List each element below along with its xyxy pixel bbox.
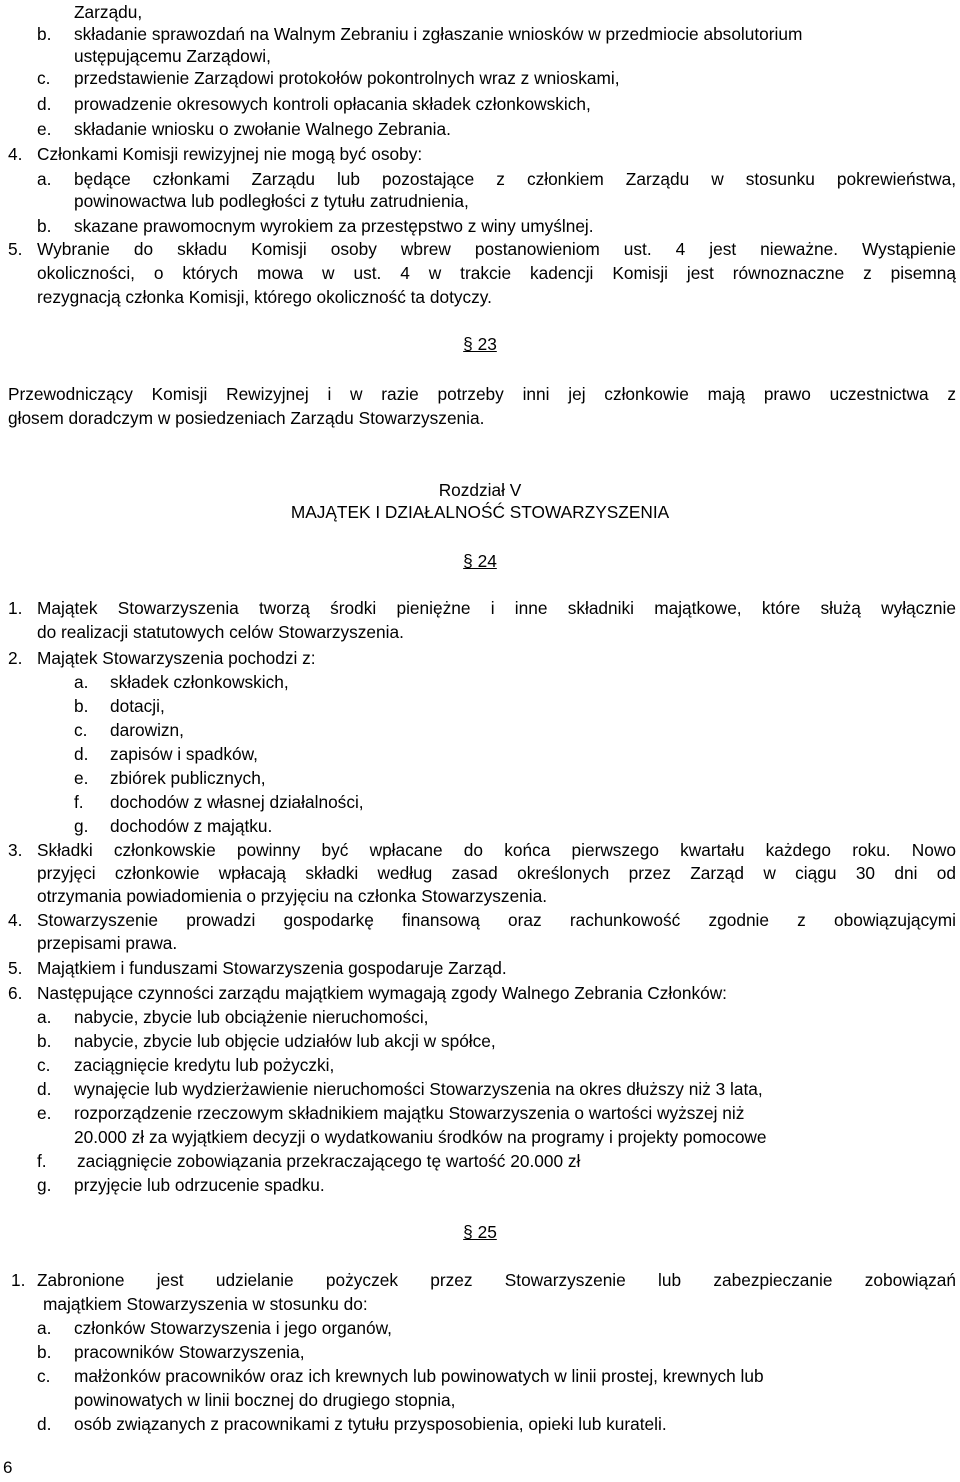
section-heading <box>0 550 960 572</box>
list-item: rozporządzenie rzeczowym składnikiem majątku Stowarzyszenia o wartości wyższej niż <box>74 1103 745 1123</box>
list-item: darowizn, <box>110 720 184 740</box>
list-item: nabycie, zbycie lub objęcie udziałów lub akcji w spółce, <box>74 1031 496 1051</box>
list-item: zaciągnięcie zobowiązania przekraczającego tę wartość 20.000 zł <box>77 1151 581 1171</box>
list-item: powinowactwa lub podległości z tytułu zatrudnienia, <box>74 191 469 211</box>
list-item: powinowatych w linii bocznej do drugiego stopnia, <box>74 1390 456 1410</box>
paragraph-number: 1. <box>11 1270 26 1290</box>
list-item: zaciągnięcie kredytu lub pożyczki, <box>74 1055 335 1075</box>
list-marker: f. <box>37 1151 47 1171</box>
paragraph-number: 4. <box>8 910 23 930</box>
list-marker: c. <box>37 1366 51 1386</box>
paragraph-text: Zabronione jest udzielanie pożyczek przez Stowarzyszenie lub zabezpieczanie zobowiązań <box>37 1270 956 1290</box>
paragraph-text: Majątkiem i funduszami Stowarzyszenia gospodaruje Zarząd. <box>37 958 507 978</box>
list-marker: c. <box>37 68 51 88</box>
paragraph-number: 6. <box>8 983 23 1003</box>
section-heading <box>0 1221 960 1243</box>
paragraph-text: Następujące czynności zarządu majątkiem wymagają zgody Walnego Zebrania Członków: <box>37 983 727 1003</box>
paragraph-text: Majątek Stowarzyszenia pochodzi z: <box>37 648 316 668</box>
list-marker: b. <box>37 1031 52 1051</box>
list-marker: f. <box>74 792 84 812</box>
list-item: dochodów z majątku. <box>110 816 273 836</box>
list-marker: d. <box>37 94 52 114</box>
list-item: członków Stowarzyszenia i jego organów, <box>74 1318 392 1338</box>
chapter-subtitle: MAJĄTEK I DZIAŁALNOŚĆ STOWARZYSZENIA <box>290 502 670 522</box>
list-item: składek członkowskich, <box>110 672 289 692</box>
list-item: pracowników Stowarzyszenia, <box>74 1342 305 1362</box>
section-25-heading: § 25 <box>463 1222 497 1242</box>
list-marker: g. <box>74 816 89 836</box>
section-23-heading: § 23 <box>463 334 497 354</box>
paragraph-text: Stowarzyszenie prowadzi gospodarkę finansową oraz rachunkowość zgodnie z obowiązującymi <box>37 910 956 930</box>
list-item: przedstawienie Zarządowi protokołów pokontrolnych wraz z wnioskami, <box>74 68 620 88</box>
list-marker: a. <box>74 672 89 692</box>
text-line: Zarządu, <box>74 2 143 22</box>
list-marker: a. <box>37 169 52 189</box>
page-number: 6 <box>3 1458 13 1477</box>
list-marker: d. <box>74 744 89 764</box>
paragraph-text: Wybranie do składu Komisji osoby wbrew postanowieniom ust. 4 jest nieważne. Wystąpienie <box>37 239 956 259</box>
list-marker: b. <box>74 696 89 716</box>
paragraph-text: do realizacji statutowych celów Stowarzyszenia. <box>37 622 404 642</box>
paragraph-text: Składki członkowskie powinny być wpłacane do końca pierwszego kwartału każdego roku. Nowo <box>37 840 956 860</box>
paragraph-text: majątkiem Stowarzyszenia w stosunku do: <box>43 1294 368 1314</box>
paragraph-text: Przewodniczący Komisji Rewizyjnej i w razie potrzeby inni jej członkowie mają prawo uczestnictwa z <box>8 384 956 404</box>
list-marker: e. <box>74 768 89 788</box>
paragraph-text: Członkami Komisji rewizyjnej nie mogą być osoby: <box>37 144 423 164</box>
list-marker: e. <box>37 1103 52 1123</box>
list-item: będące członkami Zarządu lub pozostające z członkiem Zarządu w stosunku pokrewieństwa, <box>74 169 956 189</box>
list-marker: g. <box>37 1175 52 1195</box>
list-item: wynajęcie lub wydzierżawienie nieruchomości Stowarzyszenia na okres dłuższy niż 3 lata, <box>74 1079 763 1099</box>
list-item: prowadzenie okresowych kontroli opłacania składek członkowskich, <box>74 94 591 114</box>
paragraph-text: otrzymania powiadomienia o przyjęciu na członka Stowarzyszenia. <box>37 886 548 906</box>
paragraph-number: 2. <box>8 648 23 668</box>
paragraph-text: rezygnacją członka Komisji, którego okoliczność ta dotyczy. <box>37 287 492 307</box>
paragraph-number: 5. <box>8 958 23 978</box>
list-marker: e. <box>37 119 52 139</box>
paragraph-number: 5. <box>8 239 23 259</box>
list-item: małżonków pracowników oraz ich krewnych lub powinowatych w linii prostej, krewnych lub <box>74 1366 764 1386</box>
list-marker: b. <box>37 216 52 236</box>
list-marker: a. <box>37 1318 52 1338</box>
paragraph-text: głosem doradczym w posiedzeniach Zarządu Stowarzyszenia. <box>8 408 485 428</box>
list-marker: d. <box>37 1079 52 1099</box>
list-item: nabycie, zbycie lub obciążenie nieruchomości, <box>74 1007 429 1027</box>
list-item: ustępującemu Zarządowi, <box>74 46 271 66</box>
list-item: 20.000 zł za wyjątkiem decyzji o wydatkowaniu środków na programy i projekty pomocowe <box>74 1127 767 1147</box>
paragraph-text: przyjęci członkowie wpłacają składki według zasad określonych przez Zarząd w ciągu 30 dni od <box>37 863 956 883</box>
chapter-title: Rozdział V <box>438 480 522 500</box>
list-marker: c. <box>74 720 88 740</box>
paragraph-number: 3. <box>8 840 23 860</box>
list-item: zapisów i spadków, <box>110 744 258 764</box>
paragraph-number: 1. <box>8 598 23 618</box>
paragraph-number: 4. <box>8 144 23 164</box>
list-marker: b. <box>37 24 52 44</box>
list-item: dotacji, <box>110 696 165 716</box>
list-item: składanie sprawozdań na Walnym Zebraniu i zgłaszanie wniosków w przedmiocie absolutorium <box>74 24 803 44</box>
list-marker: b. <box>37 1342 52 1362</box>
paragraph-text: okoliczności, o których mowa w ust. 4 w trakcie kadencji Komisji jest równoznaczne z pisemną <box>37 263 956 283</box>
list-item: składanie wniosku o zwołanie Walnego Zebrania. <box>74 119 451 139</box>
list-marker: d. <box>37 1414 52 1434</box>
paragraph-text: Majątek Stowarzyszenia tworzą środki pieniężne i inne składniki majątkowe, które służą wyłącznie <box>37 598 956 618</box>
list-marker: c. <box>37 1055 51 1075</box>
paragraph-text: przepisami prawa. <box>37 933 178 953</box>
section-heading <box>0 333 960 355</box>
section-24-heading: § 24 <box>463 551 497 571</box>
list-item: skazane prawomocnym wyrokiem za przestępstwo z winy umyślnej. <box>74 216 594 236</box>
list-item: dochodów z własnej działalności, <box>110 792 364 812</box>
list-item: zbiórek publicznych, <box>110 768 266 788</box>
list-item: osób związanych z pracownikami z tytułu przysposobienia, opieki lub kurateli. <box>74 1414 667 1434</box>
list-marker: a. <box>37 1007 52 1027</box>
list-item: przyjęcie lub odrzucenie spadku. <box>74 1175 325 1195</box>
